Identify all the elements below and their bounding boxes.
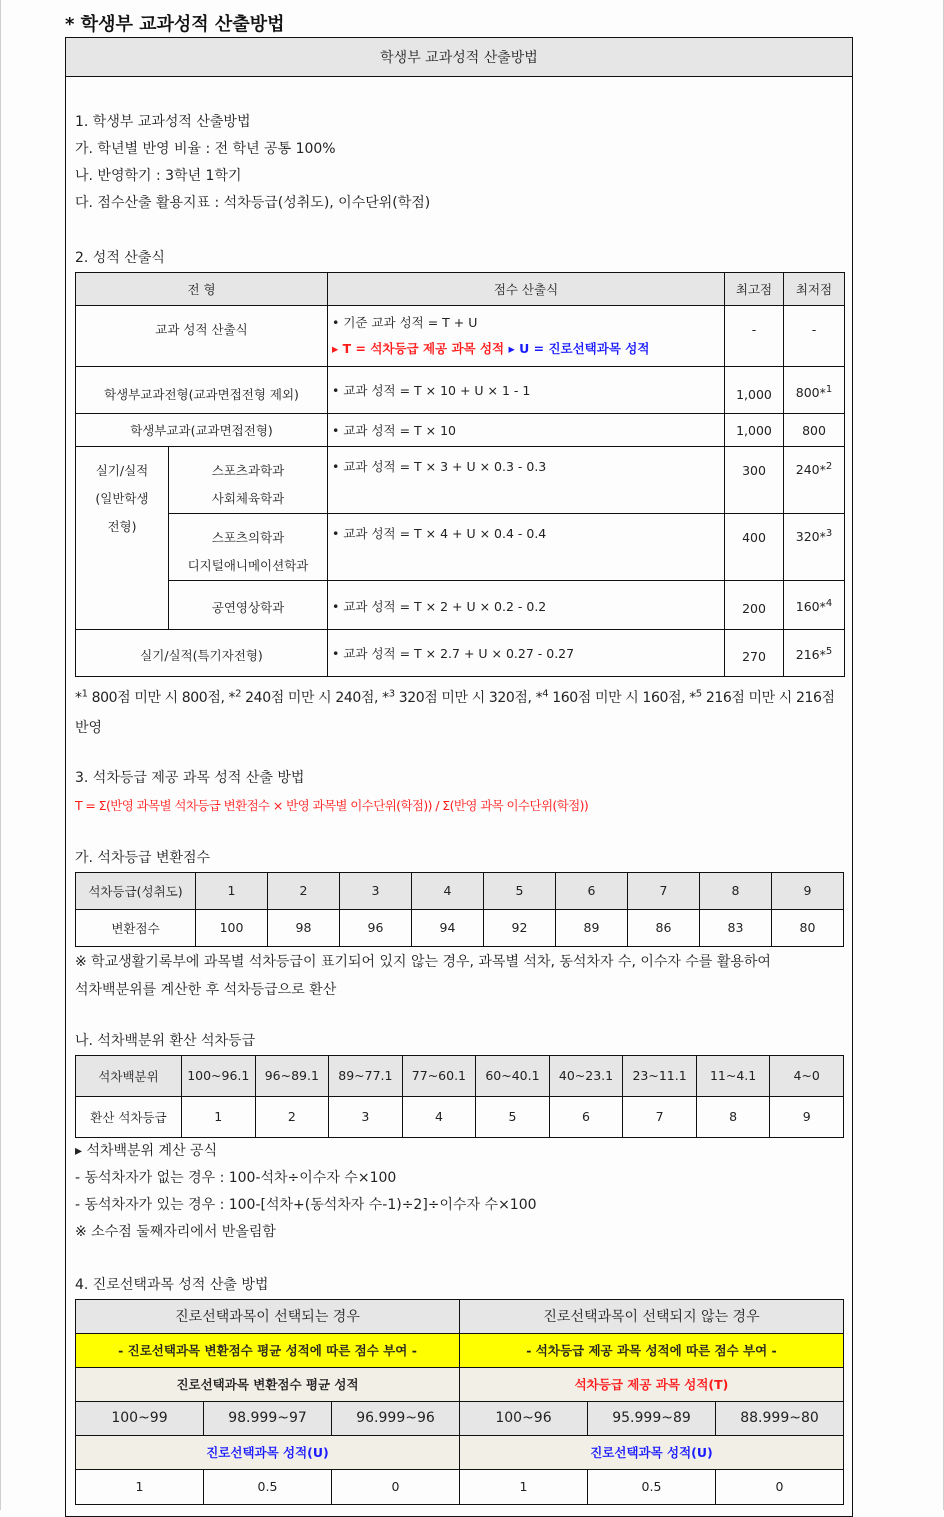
table-cell: 1 bbox=[196, 872, 268, 909]
footnote-ref: 2 bbox=[825, 461, 833, 472]
left-criterion: 진로선택과목 변환점수 평균 성적 bbox=[76, 1367, 460, 1401]
content-box-header: 학생부 교과성적 산출방법 bbox=[66, 38, 852, 77]
score-formula-table bbox=[75, 272, 845, 677]
group-label-line: 전형) bbox=[107, 519, 137, 534]
grade-row bbox=[76, 1096, 844, 1137]
col-header-max: 최고점 bbox=[725, 273, 784, 306]
min-value: 240* bbox=[795, 462, 826, 478]
table-cell: 1 bbox=[76, 1469, 204, 1504]
table-row bbox=[76, 514, 845, 581]
dept-name: 스포츠의학과 bbox=[211, 530, 285, 545]
right-banner: - 석차등급 제공 과목 성적에 따른 점수 부여 - bbox=[460, 1333, 844, 1367]
type-cell: 학생부교과(교과면접전형) bbox=[76, 414, 328, 447]
formula-cell: • 교과 성적 = T × 2.7 + U × 0.27 - 0.27 bbox=[328, 630, 725, 677]
table-cell: 2 bbox=[268, 872, 340, 909]
score-row bbox=[76, 909, 844, 946]
rounding-note: ※ 소수점 둘째자리에서 반올림함 bbox=[75, 1223, 276, 1240]
table-cell: 100 bbox=[196, 909, 268, 946]
table-cell: 7 bbox=[623, 1096, 697, 1137]
table-cell: 3 bbox=[329, 1096, 403, 1137]
range-row bbox=[76, 1401, 844, 1435]
table-cell: 96 bbox=[340, 909, 412, 946]
table-cell: 0.5 bbox=[588, 1469, 716, 1504]
section3-heading: 3. 석차등급 제공 과목 성적 산출 방법 bbox=[75, 769, 305, 786]
group-label-line: (일반학생 bbox=[95, 491, 149, 506]
footnote: *$^1$ 800점 미만 시 800점, bbox=[75, 688, 229, 706]
left-banner: - 진로선택과목 변환점수 평균 성적에 따른 점수 부여 - bbox=[76, 1333, 460, 1367]
table-cell: 100~96.1 bbox=[182, 1055, 256, 1096]
content-box bbox=[65, 37, 853, 1517]
min-cell bbox=[784, 367, 845, 414]
table-cell: 86 bbox=[628, 909, 700, 946]
content-body bbox=[66, 77, 852, 1505]
right-title: 진로선택과목이 선택되지 않는 경우 bbox=[460, 1299, 844, 1333]
table-row bbox=[76, 447, 845, 514]
table-cell: 89~77.1 bbox=[329, 1055, 403, 1096]
left-result-label: 진로선택과목 성적(U) bbox=[76, 1435, 460, 1469]
dept-name: 스포츠과학과 bbox=[211, 463, 285, 478]
dept-cell: 공연영상학과 bbox=[169, 581, 328, 630]
max-cell: 300 bbox=[725, 447, 784, 514]
table-cell: 92 bbox=[484, 909, 556, 946]
table-cell: 77~60.1 bbox=[402, 1055, 476, 1096]
max-cell: 270 bbox=[725, 630, 784, 677]
table-cell: 83 bbox=[700, 909, 772, 946]
grade-row bbox=[76, 872, 844, 909]
formula-cell: • 교과 성적 = T × 2 + U × 0.2 - 0.2 bbox=[328, 581, 725, 630]
table-cell: 8 bbox=[700, 872, 772, 909]
formula-title: ▸ 석차백분위 계산 공식 bbox=[75, 1142, 218, 1159]
type-cell: 학생부교과전형(교과면접전형 제외) bbox=[76, 367, 328, 414]
table-cell: 9 bbox=[770, 1096, 844, 1137]
min-cell bbox=[784, 581, 845, 630]
right-result-label: 진로선택과목 성적(U) bbox=[460, 1435, 844, 1469]
table-cell: 88.999~80 bbox=[716, 1401, 844, 1435]
table-row bbox=[76, 630, 845, 677]
footnote-ref: 1 bbox=[825, 383, 833, 395]
footnote: *$^5$ 216점 미만 시 216점 bbox=[689, 688, 835, 706]
table-cell: 100~99 bbox=[76, 1401, 204, 1435]
footnote: *$^3$ 320점 미만 시 320점, bbox=[382, 688, 536, 706]
row-label: 석차등급(성취도) bbox=[76, 872, 196, 909]
formula-line: - 동석차자가 있는 경우 : 100-[석차+(동석차자 수-1)÷2]÷이수자 수×100 bbox=[75, 1196, 537, 1213]
table-cell: 23~11.1 bbox=[623, 1055, 697, 1096]
table-cell: 94 bbox=[412, 909, 484, 946]
type-cell: 교과 성적 산출식 bbox=[76, 306, 328, 367]
dept-cell bbox=[169, 447, 328, 514]
career-subject-table bbox=[75, 1299, 844, 1505]
table-cell: 6 bbox=[549, 1096, 623, 1137]
note-line: 석차백분위를 계산한 후 석차등급으로 환산 bbox=[75, 981, 337, 998]
formula-line: - 동석차자가 없는 경우 : 100-석차÷이수자 수×100 bbox=[75, 1169, 397, 1186]
t-definition: ▸ T = 석차등급 제공 과목 성적 bbox=[332, 341, 505, 356]
table-cell: 1 bbox=[460, 1469, 588, 1504]
table-cell: 80 bbox=[772, 909, 844, 946]
percentile-table bbox=[75, 1055, 844, 1138]
section2-heading: 2. 성적 산출식 bbox=[75, 250, 165, 266]
max-cell: - bbox=[725, 306, 784, 367]
result-row bbox=[76, 1469, 844, 1504]
table-cell: 0.5 bbox=[204, 1469, 332, 1504]
table-cell: 6 bbox=[556, 872, 628, 909]
max-cell: 1,000 bbox=[725, 414, 784, 447]
type-cell: 실기/실적(특기자전형) bbox=[76, 630, 328, 677]
formula-cell: • 교과 성적 = T × 4 + U × 0.4 - 0.4 bbox=[328, 514, 725, 581]
section1-item: 다. 점수산출 활용지표 : 석차등급(성취도), 이수단위(학점) bbox=[75, 195, 431, 211]
table-cell: 95.999~89 bbox=[588, 1401, 716, 1435]
table-row bbox=[76, 306, 845, 367]
table-cell: 9 bbox=[772, 872, 844, 909]
table-cell: 7 bbox=[628, 872, 700, 909]
grade-conversion-table bbox=[75, 872, 844, 947]
min-value: 216* bbox=[795, 647, 826, 663]
dept-name: 사회체육학과 bbox=[211, 491, 285, 506]
table-cell: 60~40.1 bbox=[476, 1055, 550, 1096]
formula-text: • 기준 교과 성적 = T + U bbox=[332, 315, 478, 330]
right-criterion: 석차등급 제공 과목 성적(T) bbox=[460, 1367, 844, 1401]
col-header-formula: 점수 산출식 bbox=[328, 273, 725, 306]
footnote-tail: 반영 bbox=[75, 719, 103, 736]
section1-item: 나. 반영학기 : 3학년 1학기 bbox=[75, 168, 242, 184]
u-definition: ▸ U = 진로선택과목 성적 bbox=[508, 341, 650, 356]
page-title: * 학생부 교과성적 산출방법 bbox=[65, 14, 285, 35]
table-cell: 8 bbox=[696, 1096, 770, 1137]
dept-name: 디지털애니메이션학과 bbox=[187, 558, 309, 573]
min-value: 800* bbox=[795, 385, 826, 401]
table-cell: 96~89.1 bbox=[255, 1055, 329, 1096]
max-cell: 200 bbox=[725, 581, 784, 630]
footnote-ref: 5 bbox=[825, 645, 833, 657]
table-cell: 3 bbox=[340, 872, 412, 909]
min-value: 160* bbox=[795, 599, 826, 615]
table-cell: 40~23.1 bbox=[549, 1055, 623, 1096]
col-header-min: 최저점 bbox=[784, 273, 845, 306]
section1-heading: 1. 학생부 교과성적 산출방법 bbox=[75, 114, 251, 130]
min-cell bbox=[784, 514, 845, 581]
table-cell: 98.999~97 bbox=[204, 1401, 332, 1435]
table-cell: 100~96 bbox=[460, 1401, 588, 1435]
min-value: 320* bbox=[795, 529, 826, 545]
footnotes bbox=[75, 679, 843, 743]
table-cell: 5 bbox=[476, 1096, 550, 1137]
table-cell: 89 bbox=[556, 909, 628, 946]
min-cell: 800 bbox=[784, 414, 845, 447]
footnote-ref: 4 bbox=[825, 597, 833, 609]
table-cell: 0 bbox=[716, 1469, 844, 1504]
table-cell: 5 bbox=[484, 872, 556, 909]
footnote: *$^4$ 160점 미만 시 160점, bbox=[535, 688, 690, 706]
section1-item: 가. 학년별 반영 비율 : 전 학년 공통 100% bbox=[75, 141, 336, 157]
table-cell: 1 bbox=[182, 1096, 256, 1137]
min-cell: - bbox=[784, 306, 845, 367]
row-label: 환산 석차등급 bbox=[76, 1096, 182, 1137]
col-header-type: 전 형 bbox=[76, 273, 328, 306]
dept-cell bbox=[169, 514, 328, 581]
table-cell: 96.999~96 bbox=[332, 1401, 460, 1435]
conversion-heading: 가. 석차등급 변환점수 bbox=[75, 849, 211, 866]
table-cell: 11~4.1 bbox=[696, 1055, 770, 1096]
table-cell: 4 bbox=[402, 1096, 476, 1137]
percentile-heading: 나. 석차백분위 환산 석차등급 bbox=[75, 1032, 256, 1049]
table-row bbox=[76, 581, 845, 630]
percentile-row bbox=[76, 1055, 844, 1096]
table-row bbox=[76, 414, 845, 447]
section4-heading: 4. 진로선택과목 성적 산출 방법 bbox=[75, 1276, 269, 1293]
table-cell: 0 bbox=[332, 1469, 460, 1504]
max-cell: 1,000 bbox=[725, 367, 784, 414]
min-cell bbox=[784, 630, 845, 677]
min-cell bbox=[784, 447, 845, 514]
row-label: 석차백분위 bbox=[76, 1055, 182, 1096]
table-cell: 4 bbox=[412, 872, 484, 909]
formula-cell bbox=[328, 306, 725, 367]
footnote: *$^2$ 240점 미만 시 240점, bbox=[228, 688, 383, 706]
formula-cell: • 교과 성적 = T × 10 bbox=[328, 414, 725, 447]
table-row bbox=[76, 367, 845, 414]
left-title: 진로선택과목이 선택되는 경우 bbox=[76, 1299, 460, 1333]
group-label-cell bbox=[76, 447, 169, 630]
t-formula: T = Σ(반영 과목별 석차등급 변환점수 × 반영 과목별 이수단위(학점)) / Σ(반영 과목 이수단위(학점)) bbox=[75, 797, 589, 813]
table-cell: 4~0 bbox=[770, 1055, 844, 1096]
formula-cell: • 교과 성적 = T × 10 + U × 1 - 1 bbox=[328, 367, 725, 414]
formula-cell: • 교과 성적 = T × 3 + U × 0.3 - 0.3 bbox=[328, 447, 725, 514]
note-line: ※ 학교생활기록부에 과목별 석차등급이 표기되어 있지 않는 경우, 과목별 석차, 동석차자 수, 이수자 수를 활용하여 bbox=[75, 953, 771, 970]
group-label-line: 실기/실적 bbox=[95, 463, 149, 478]
max-cell: 400 bbox=[725, 514, 784, 581]
row-label: 변환점수 bbox=[76, 909, 196, 946]
table-cell: 98 bbox=[268, 909, 340, 946]
table-cell: 2 bbox=[255, 1096, 329, 1137]
footnote-ref: 3 bbox=[825, 528, 833, 539]
